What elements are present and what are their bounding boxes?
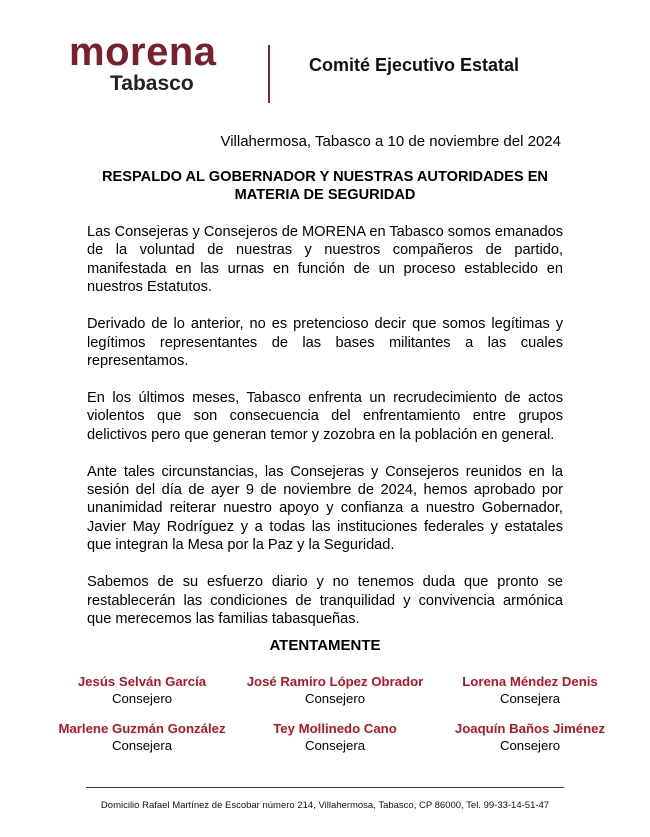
signatory-role: Consejero	[304, 691, 366, 706]
signatory-name: Tey Mollinedo Cano	[273, 721, 397, 736]
date-line: Villahermosa, Tabasco a 10 de noviembre del 2024	[220, 133, 561, 150]
signatory-name: Jesús Selván García	[77, 674, 207, 689]
signatory-role: Consejera	[304, 738, 366, 753]
morena-logo: morena	[69, 30, 217, 74]
committee-name: Comité Ejecutivo Estatal	[309, 55, 520, 75]
signature-block	[430, 673, 630, 707]
title-line-1: RESPALDO AL GOBERNADOR Y NUESTRAS AUTORIDADES EN	[102, 169, 548, 185]
paragraph: En los últimos meses, Tabasco enfrenta un recrudecimiento de actos violentos que son consecuencia del enfrentamiento entre grupos delictivos pero que generan temor y zozobra en la población en general.	[87, 389, 563, 443]
title-line-2: MATERIA DE SEGURIDAD	[234, 187, 416, 203]
document-body	[87, 223, 563, 647]
paragraph: Derivado de lo anterior, no es pretencioso decir que somos legítimas y legítimos representantes de las bases militantes a las cuales representamos.	[87, 316, 563, 369]
paragraph: Ante tales circunstancias, las Consejeras y Consejeros reunidos en la sesión del día de ayer 9 de noviembre de 2024, hemos aprobado por unanimidad reiterar nuestro apoyo y confianza a nuestro Gobernador, Javier May Rodríguez y a todas las instituciones federales y estatales que integran la Mesa por la Paz y la Seguridad.	[87, 463, 563, 554]
logo-subtitle: Tabasco	[110, 72, 194, 95]
signatory-role: Consejera	[499, 691, 561, 706]
document-title	[60, 168, 590, 204]
signatory-name: Marlene Guzmán González	[58, 721, 226, 736]
footer-address: Domicilio Rafael Martínez de Escobar número 214, Villahermosa, Tabasco, CP 86000, Tel. 99-33-14-51-47	[100, 800, 550, 811]
signatory-role: Consejero	[499, 738, 561, 753]
signatory-name: José Ramiro López Obrador	[246, 674, 424, 689]
signature-block	[235, 720, 435, 754]
signatory-name: Lorena Méndez Denis	[462, 674, 598, 689]
signatory-name: Joaquín Baños Jiménez	[454, 721, 606, 736]
signatory-role: Consejero	[111, 691, 173, 706]
paragraph: Las Consejeras y Consejeros de MORENA en Tabasco somos emanados de la voluntad de nuestras y nuestros compañeros de partido, manifestada en las urnas en función de un proceso establecido en nuestros Estatutos.	[87, 224, 563, 296]
signature-block	[235, 673, 435, 707]
signature-block	[42, 673, 242, 707]
signatory-role: Consejera	[111, 738, 173, 753]
signature-block	[42, 720, 242, 754]
paragraph: Sabemos de su esfuerzo diario y no tenemos duda que pronto se restablecerán las condiciones de tranquilidad y convivencia armónica que merecemos las familias tabasqueñas.	[87, 574, 563, 627]
signature-block	[430, 720, 630, 754]
footer-divider	[86, 787, 564, 788]
header-divider	[268, 45, 270, 103]
closing-text: ATENTAMENTE	[269, 637, 381, 654]
